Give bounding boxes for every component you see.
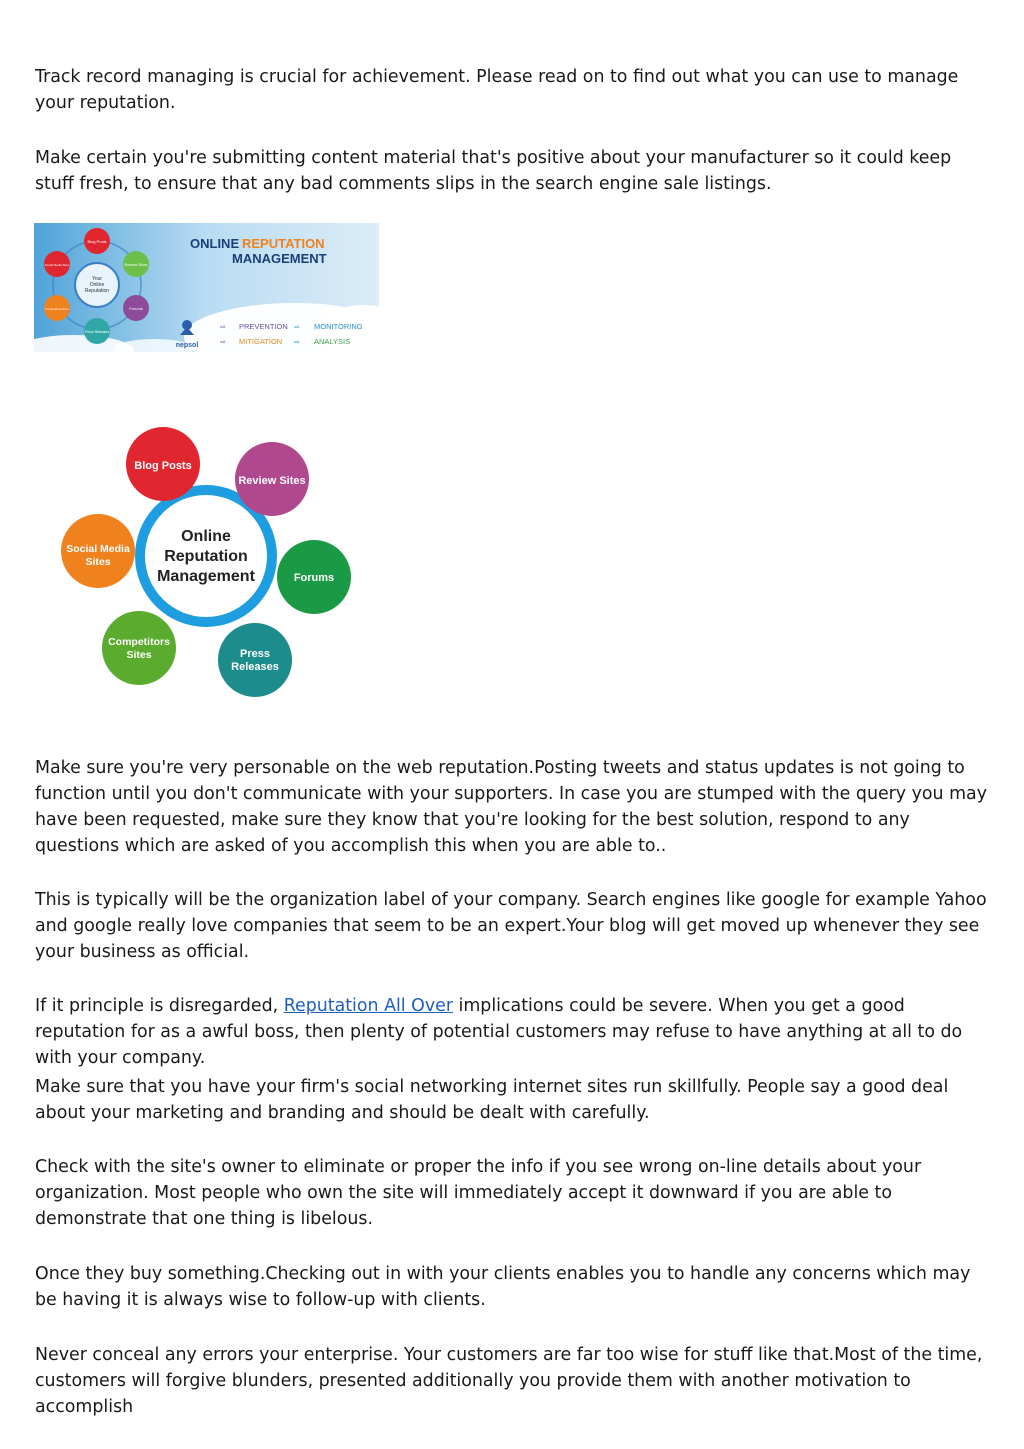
node-blog-posts-label: Blog Posts [134, 460, 192, 472]
center-line-3: Management [157, 568, 255, 585]
svg-text:⇨: ⇨ [220, 324, 226, 331]
banner-title-line2: MANAGEMENT [232, 251, 327, 266]
banner-node-press: Press Releases [84, 330, 110, 334]
paragraph-2: Make certain you're submitting content material that's positive about your manufacturer so it could keep stuff fresh, to ensure that any bad comments slips in the search engine sale listings. [35, 148, 952, 194]
node-social-line-1: Social Media [66, 543, 130, 555]
node-social-line-2: Sites [85, 556, 111, 568]
banner-node-competitors: Competitors Sites [45, 307, 69, 311]
nepsol-logo-text: nepsol [175, 342, 199, 349]
node-competitors-line-2: Sites [126, 649, 152, 661]
svg-text:⇨: ⇨ [220, 339, 226, 346]
banner-node-review: Review Sites [124, 262, 148, 267]
banner-center-line-1: Your [91, 276, 103, 282]
paragraph-1: Track record managing is crucial for achievement. Please read on to find out what you can use to manage your reputation. [35, 67, 959, 113]
paragraph-4: This is typically will be the organization label of your company. Search engines like google for example Yahoo and google really love companies that seem to be an expert.Your blog will get moved up whenever they see your business as official. [35, 890, 987, 962]
svg-text:⇨: ⇨ [294, 324, 300, 331]
banner-node-forums: Forums [129, 306, 143, 311]
orm-circle-diagram [55, 420, 365, 705]
banner-item-prevention: PREVENTION [239, 322, 288, 331]
banner-center-line-3: Reputation [84, 288, 110, 294]
banner-title-part1: ONLINE [190, 236, 240, 251]
svg-text:⇨: ⇨ [294, 339, 300, 346]
node-review-sites-label: Review Sites [238, 475, 306, 487]
banner-center-line-2: Online [89, 282, 105, 288]
node-press-releases [218, 623, 292, 697]
banner-node-blog: Blog Posts [87, 239, 107, 244]
node-forums-label: Forums [293, 572, 335, 584]
banner-item-mitigation: MITIGATION [239, 337, 283, 346]
center-line-1: Online [181, 528, 231, 545]
node-competitors-sites [102, 611, 176, 685]
banner-title-part2: REPUTATION [242, 236, 325, 251]
node-competitors-line-1: Competitors [108, 636, 170, 648]
banner-item-analysis: ANALYSIS [314, 337, 351, 346]
paragraph-9: Never conceal any errors your enterprise. Your customers are far too wise for stuff like that.Most of the time, customers will forgive blunders, presented additionally you provide them with another motivation to accomplish [35, 1345, 983, 1417]
paragraph-5-after: implications could be severe. When you get a good reputation for as a awful boss, then plenty of potential customers may refuse to have anything at all to do with your company. [35, 996, 963, 1068]
banner-item-monitoring: MONITORING [314, 322, 363, 331]
node-press-releases-line-1: Press [240, 648, 270, 660]
center-line-2: Reputation [164, 548, 248, 565]
reputation-link[interactable]: Reputation All Over [283, 996, 453, 1016]
node-press-releases-line-2: Releases [231, 661, 279, 673]
paragraph-7: Check with the site's owner to eliminate or proper the info if you see wrong on-line details about your organization. Most people who own the site will immediately accept it downward if you are able to demonstrate that one thing is libelous. [35, 1157, 922, 1229]
paragraph-8: Once they buy something.Checking out in with your clients enables you to handle any concerns which may be having it is always wise to follow-up with clients. [35, 1264, 971, 1310]
paragraph-5 [35, 993, 995, 1071]
paragraph-6: Make sure that you have your firm's social networking internet sites run skillfully. People say a good deal about your marketing and branding and should be dealt with carefully. [35, 1077, 949, 1123]
orm-banner-image [34, 223, 379, 352]
paragraph-5-before: If it principle is disregarded, [35, 996, 284, 1016]
banner-node-social: Social Media Sites [44, 263, 70, 267]
paragraph-3: Make sure you're very personable on the web reputation.Posting tweets and status updates is not going to function until you don't communicate with your supporters. In case you are stumped with the query you may have been requested, make sure they know that you're looking for the best solution, respond to any questions which are asked of you accomplish this when you are able to.. [35, 758, 988, 856]
